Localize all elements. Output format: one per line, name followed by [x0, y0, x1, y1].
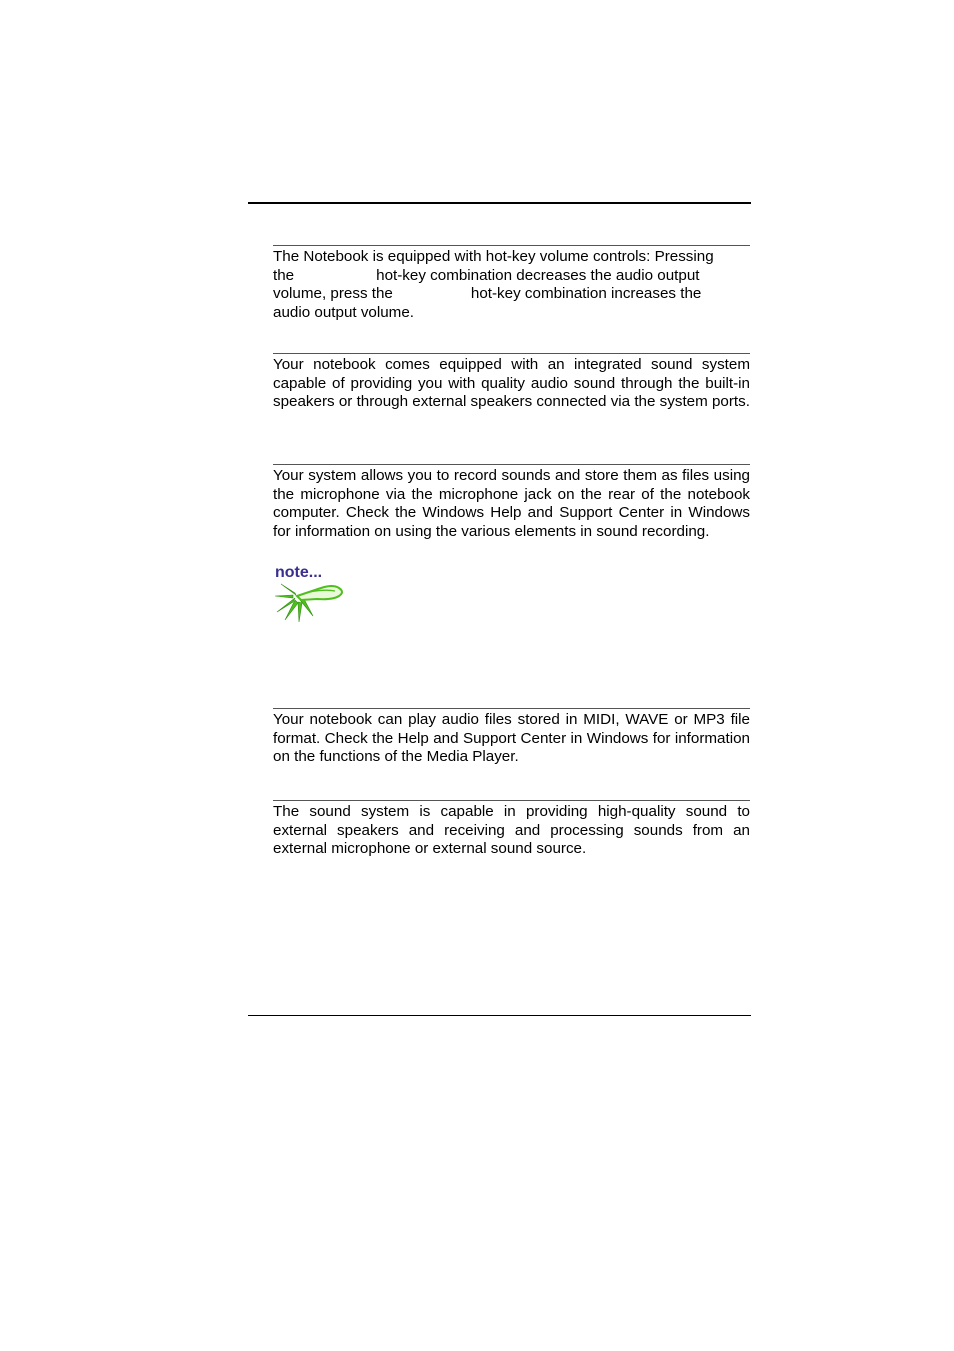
paragraph-sound-system: Your notebook comes equipped with an integrated sound system capable of providing you with quality audio sound through the built-in speakers or through external speakers connected via the system ports.	[273, 356, 750, 410]
note-icon	[273, 562, 351, 624]
paragraph-external: The sound system is capable in providing high-quality sound to external speakers and receiving and processing sounds from an external microphone or external sound source.	[273, 803, 750, 857]
section-sound-system	[273, 353, 750, 412]
section-divider	[273, 708, 750, 709]
header-rule	[248, 202, 751, 204]
section-divider	[273, 353, 750, 354]
section-external	[273, 800, 750, 859]
section-divider	[273, 245, 750, 246]
section-recording	[273, 464, 750, 541]
paragraph-recording: Your system allows you to record sounds and store them as files using the microphone via the microphone jack on the rear of the notebook computer. Check the Windows Help and Support Center in Windows for information on using the various elements in sound recording.	[273, 467, 750, 540]
section-volume	[273, 245, 750, 322]
section-playback	[273, 708, 750, 767]
paragraph-playback: Your notebook can play audio files stored in MIDI, WAVE or MP3 file format. Check the Help and Support Center in Windows for information on the functions of the Media Player.	[273, 711, 750, 765]
paragraph-volume: The Notebook is equipped with hot-key volume controls: Pressing the hot-key combination decreases the audio output volume, press the hot-key combination increases the audio output volume.	[273, 248, 714, 321]
section-divider	[273, 800, 750, 801]
note-icon-label: note...	[275, 564, 323, 581]
section-divider	[273, 464, 750, 465]
footer-rule	[248, 1015, 751, 1016]
